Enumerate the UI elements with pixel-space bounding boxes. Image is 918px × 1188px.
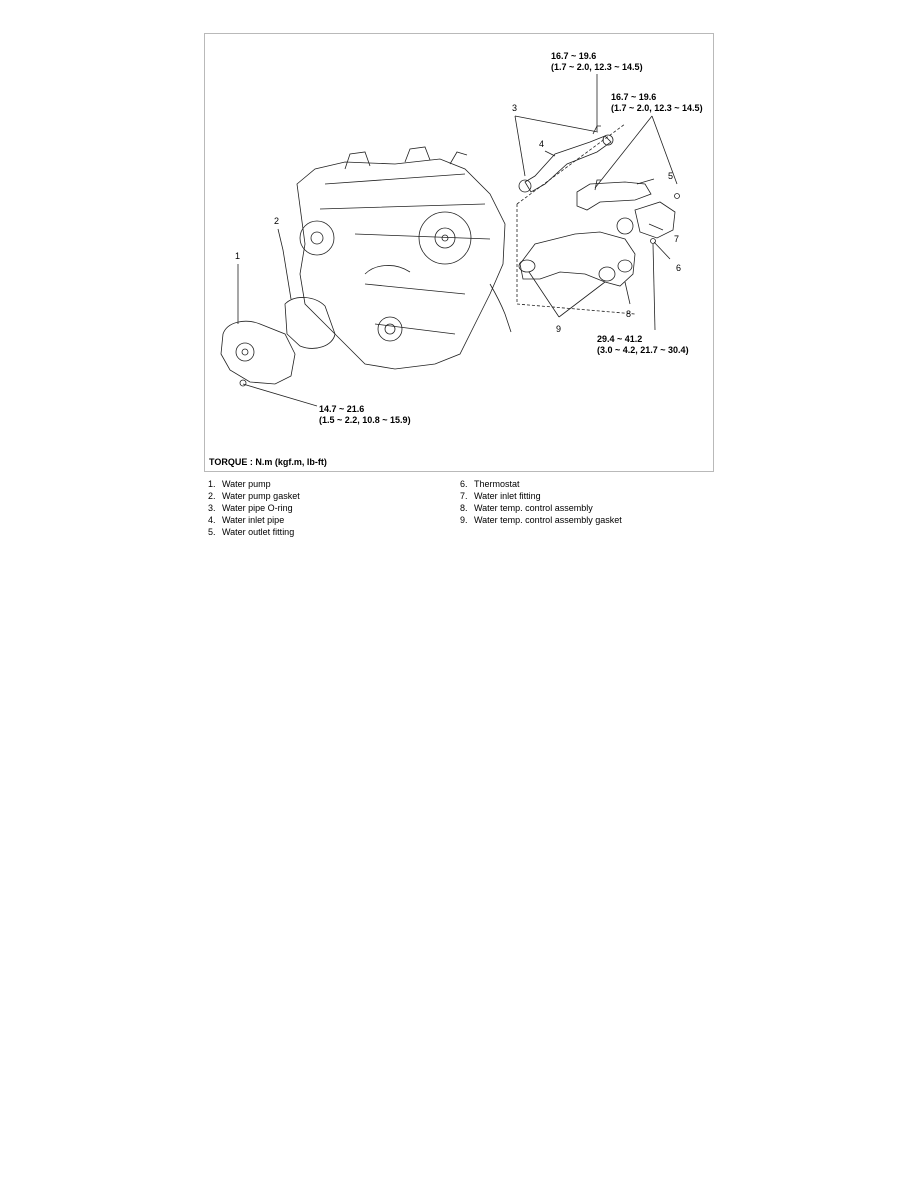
torque-spec-b-alt: (1.7 ~ 2.0, 12.3 ~ 14.5) [611, 103, 703, 113]
parts-legend-right [460, 478, 622, 526]
list-item [460, 514, 622, 526]
exploded-view-figure [204, 33, 714, 472]
leader-3 [515, 116, 598, 176]
list-item [208, 490, 300, 502]
o-ring-upper [603, 135, 613, 145]
engine-block [297, 159, 505, 369]
torque-unit-label: TORQUE : N.m (kgf.m, lb-ft) [209, 457, 327, 467]
leader-7 [649, 224, 663, 230]
water-temp-control-assembly [520, 232, 635, 286]
thermostat [617, 218, 633, 234]
callout-7: 7 [674, 234, 680, 244]
callout-1: 1 [235, 251, 241, 261]
leader-spec-d [243, 384, 317, 406]
torque-spec-a-alt: (1.7 ~ 2.0, 12.3 ~ 14.5) [551, 62, 643, 72]
callout-4: 4 [539, 139, 545, 149]
cam-gear-left [300, 221, 334, 255]
leader-8 [625, 282, 630, 304]
list-item [208, 478, 300, 490]
item-text: Water temp. control assembly [474, 503, 593, 513]
torque-spec-a [551, 51, 643, 73]
callout-6: 6 [676, 263, 682, 273]
item-text: Water pipe O-ring [222, 503, 293, 513]
item-text: Water outlet fitting [222, 527, 295, 537]
leader-spec-b [595, 116, 677, 188]
item-number: 2. [208, 491, 216, 501]
torque-spec-b-value: 16.7 ~ 19.6 [611, 92, 657, 102]
crank-pulley [378, 317, 402, 341]
pump-bolt [240, 380, 246, 386]
water-outlet-fitting [577, 182, 651, 210]
leader-4 [545, 151, 555, 156]
item-number: 6. [460, 479, 468, 489]
leader-5 [637, 179, 654, 184]
torque-spec-a-value: 16.7 ~ 19.6 [551, 51, 597, 61]
item-number: 4. [208, 515, 216, 525]
torque-spec-c-value: 29.4 ~ 41.2 [597, 334, 643, 344]
item-text: Thermostat [474, 479, 520, 489]
torque-spec-d-alt: (1.5 ~ 2.2, 10.8 ~ 15.9) [319, 415, 411, 425]
list-item [208, 526, 300, 538]
item-number: 8. [460, 503, 468, 513]
pump-gasket [285, 297, 335, 348]
leader-2 [278, 229, 291, 299]
item-text: Water inlet fitting [474, 491, 541, 501]
torque-spec-c-alt: (3.0 ~ 4.2, 21.7 ~ 30.4) [597, 345, 689, 355]
water-pump [221, 321, 295, 384]
list-item [208, 502, 300, 514]
torque-spec-c [597, 334, 689, 356]
list-item [460, 490, 622, 502]
callout-5: 5 [668, 171, 674, 181]
item-text: Water inlet pipe [222, 515, 285, 525]
callout-2: 2 [274, 216, 280, 226]
torque-spec-b [611, 92, 703, 114]
leader-spec-c [653, 244, 655, 330]
item-number: 9. [460, 515, 468, 525]
item-number: 1. [208, 479, 216, 489]
item-text: Water pump [222, 479, 271, 489]
assembly-gasket-left [519, 260, 535, 272]
callout-9: 9 [556, 324, 562, 334]
item-number: 7. [460, 491, 468, 501]
torque-spec-d-value: 14.7 ~ 21.6 [319, 404, 365, 414]
water-inlet-fitting [635, 202, 675, 238]
torque-spec-d [319, 404, 411, 426]
list-item [460, 502, 622, 514]
list-item [208, 514, 300, 526]
list-item [460, 478, 622, 490]
callout-3: 3 [512, 103, 518, 113]
item-number: 3. [208, 503, 216, 513]
parts-legend-left [208, 478, 300, 538]
item-text: Water pump gasket [222, 491, 300, 501]
callout-8: 8 [626, 309, 632, 319]
leader-6 [654, 242, 670, 259]
item-text: Water temp. control assembly gasket [474, 515, 622, 525]
item-number: 5. [208, 527, 216, 537]
